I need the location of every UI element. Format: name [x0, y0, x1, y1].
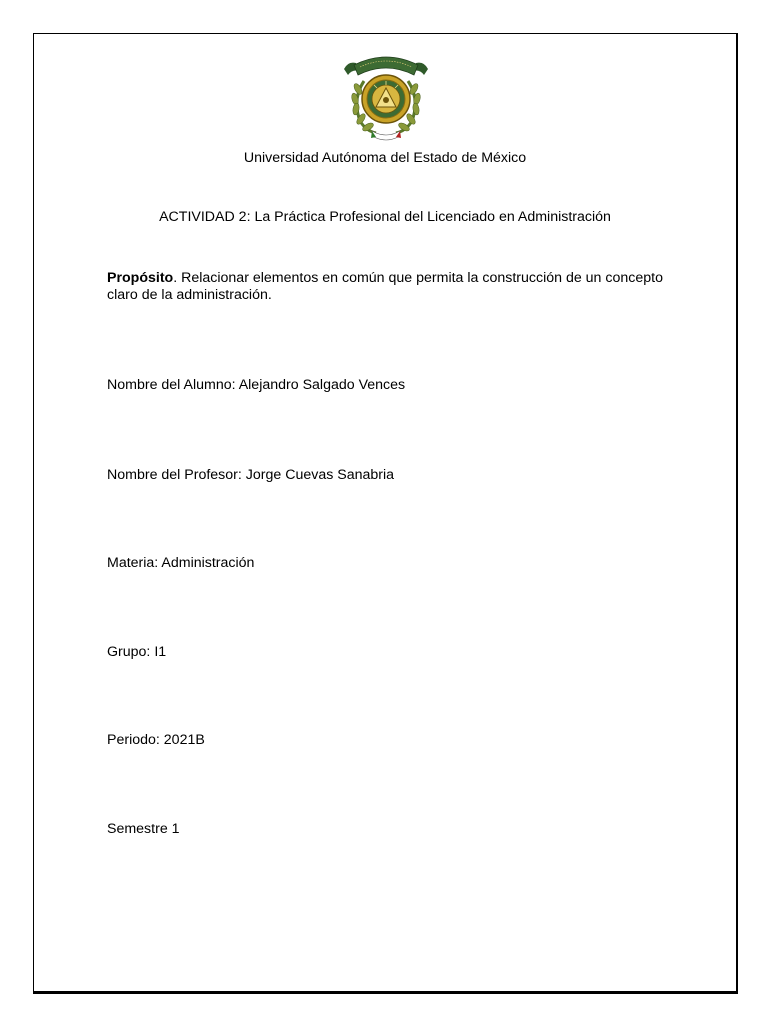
group: Grupo: I1 — [107, 644, 167, 660]
professor-name: Nombre del Profesor: Jorge Cuevas Sanabria — [107, 467, 395, 483]
student-name: Nombre del Alumno: Alejandro Salgado Vences — [107, 377, 406, 393]
activity-title: ACTIVIDAD 2: La Práctica Profesional del Licenciado en Administración — [159, 209, 611, 225]
document-page — [33, 33, 738, 994]
purpose-paragraph — [107, 270, 667, 304]
purpose-text: . Relacionar elementos en común que permita la construcción de un concepto claro de la administración. — [107, 270, 663, 303]
semester: Semestre 1 — [107, 821, 180, 837]
university-name: Universidad Autónoma del Estado de México — [243, 150, 527, 166]
purpose-label: Propósito — [107, 270, 174, 286]
subject: Materia: Administración — [107, 555, 255, 571]
period: Periodo: 2021B — [107, 732, 205, 748]
university-seal-icon — [338, 51, 434, 143]
